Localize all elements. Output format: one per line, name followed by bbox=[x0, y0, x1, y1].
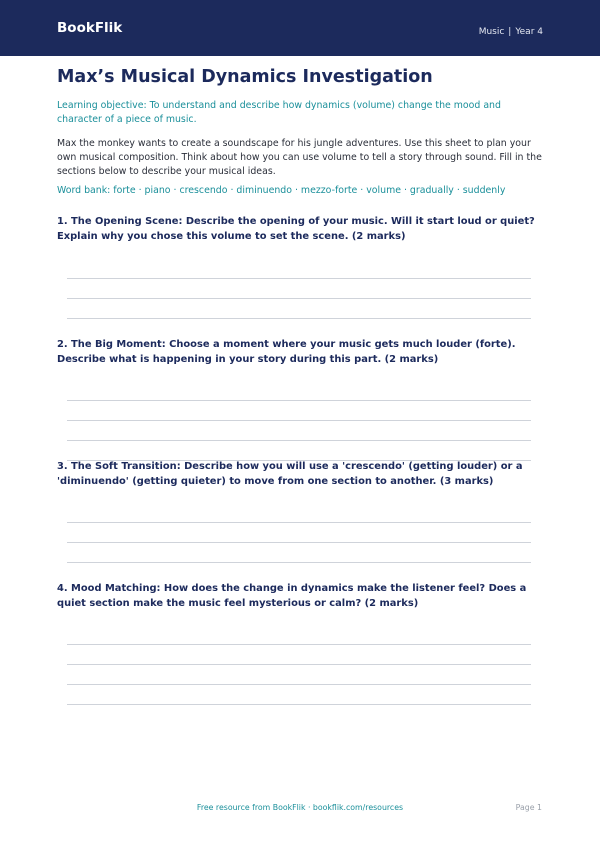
answer-line-q4-3[interactable] bbox=[67, 684, 531, 685]
question-2: 2. The Big Moment: Choose a moment where your music gets much louder (forte). Describe what is happening in your story during this part. (2 marks) bbox=[57, 339, 516, 365]
answer-line-q2-3[interactable] bbox=[67, 440, 531, 441]
brand-logo-text: BookFlik bbox=[57, 20, 123, 36]
intro-paragraph: Max the monkey wants to create a soundscape for his jungle adventures. Use this sheet to plan your own musical composition. Think about how you can use volume to tell a story through sound. Fill in the sections below to describe your musical ideas. bbox=[57, 138, 542, 177]
answer-line-q2-2[interactable] bbox=[67, 420, 531, 421]
page-number: Page 1 bbox=[515, 803, 542, 812]
answer-line-q3-3[interactable] bbox=[67, 562, 531, 563]
answer-line-q1-1[interactable] bbox=[67, 278, 531, 279]
word-bank: Word bank: forte · piano · crescendo · diminuendo · mezzo-forte · volume · gradually · suddenly bbox=[57, 185, 506, 196]
answer-line-q2-1[interactable] bbox=[67, 400, 531, 401]
answer-line-q3-2[interactable] bbox=[67, 542, 531, 543]
learning-objective: Learning objective: To understand and describe how dynamics (volume) change the mood and character of a piece of music. bbox=[57, 100, 501, 125]
question-3: 3. The Soft Transition: Describe how you will use a 'crescendo' (getting louder) or a 'diminuendo' (getting quieter) to move from one section to another. (3 marks) bbox=[57, 461, 523, 487]
answer-line-q3-1[interactable] bbox=[67, 522, 531, 523]
answer-line-q4-1[interactable] bbox=[67, 644, 531, 645]
answer-line-q1-3[interactable] bbox=[67, 318, 531, 319]
question-4: 4. Mood Matching: How does the change in dynamics make the listener feel? Does a quiet section make the music feel mysterious or calm? (2 marks) bbox=[57, 583, 527, 609]
subject-year-label bbox=[479, 28, 543, 37]
footer-resource-link[interactable]: Free resource from BookFlik · bookflik.com/resources bbox=[196, 803, 404, 812]
subject-label: Music bbox=[478, 27, 505, 37]
worksheet-title: Max’s Musical Dynamics Investigation bbox=[57, 67, 433, 87]
meta-separator: | bbox=[508, 27, 512, 37]
answer-line-q4-2[interactable] bbox=[67, 664, 531, 665]
header-bar bbox=[0, 0, 600, 56]
answer-line-q4-4[interactable] bbox=[67, 704, 531, 705]
year-label: Year 4 bbox=[515, 27, 543, 37]
question-1: 1. The Opening Scene: Describe the opening of your music. Will it start loud or quiet? Explain why you chose this volume to set the scene. (2 marks) bbox=[57, 216, 535, 242]
answer-line-q1-2[interactable] bbox=[67, 298, 531, 299]
